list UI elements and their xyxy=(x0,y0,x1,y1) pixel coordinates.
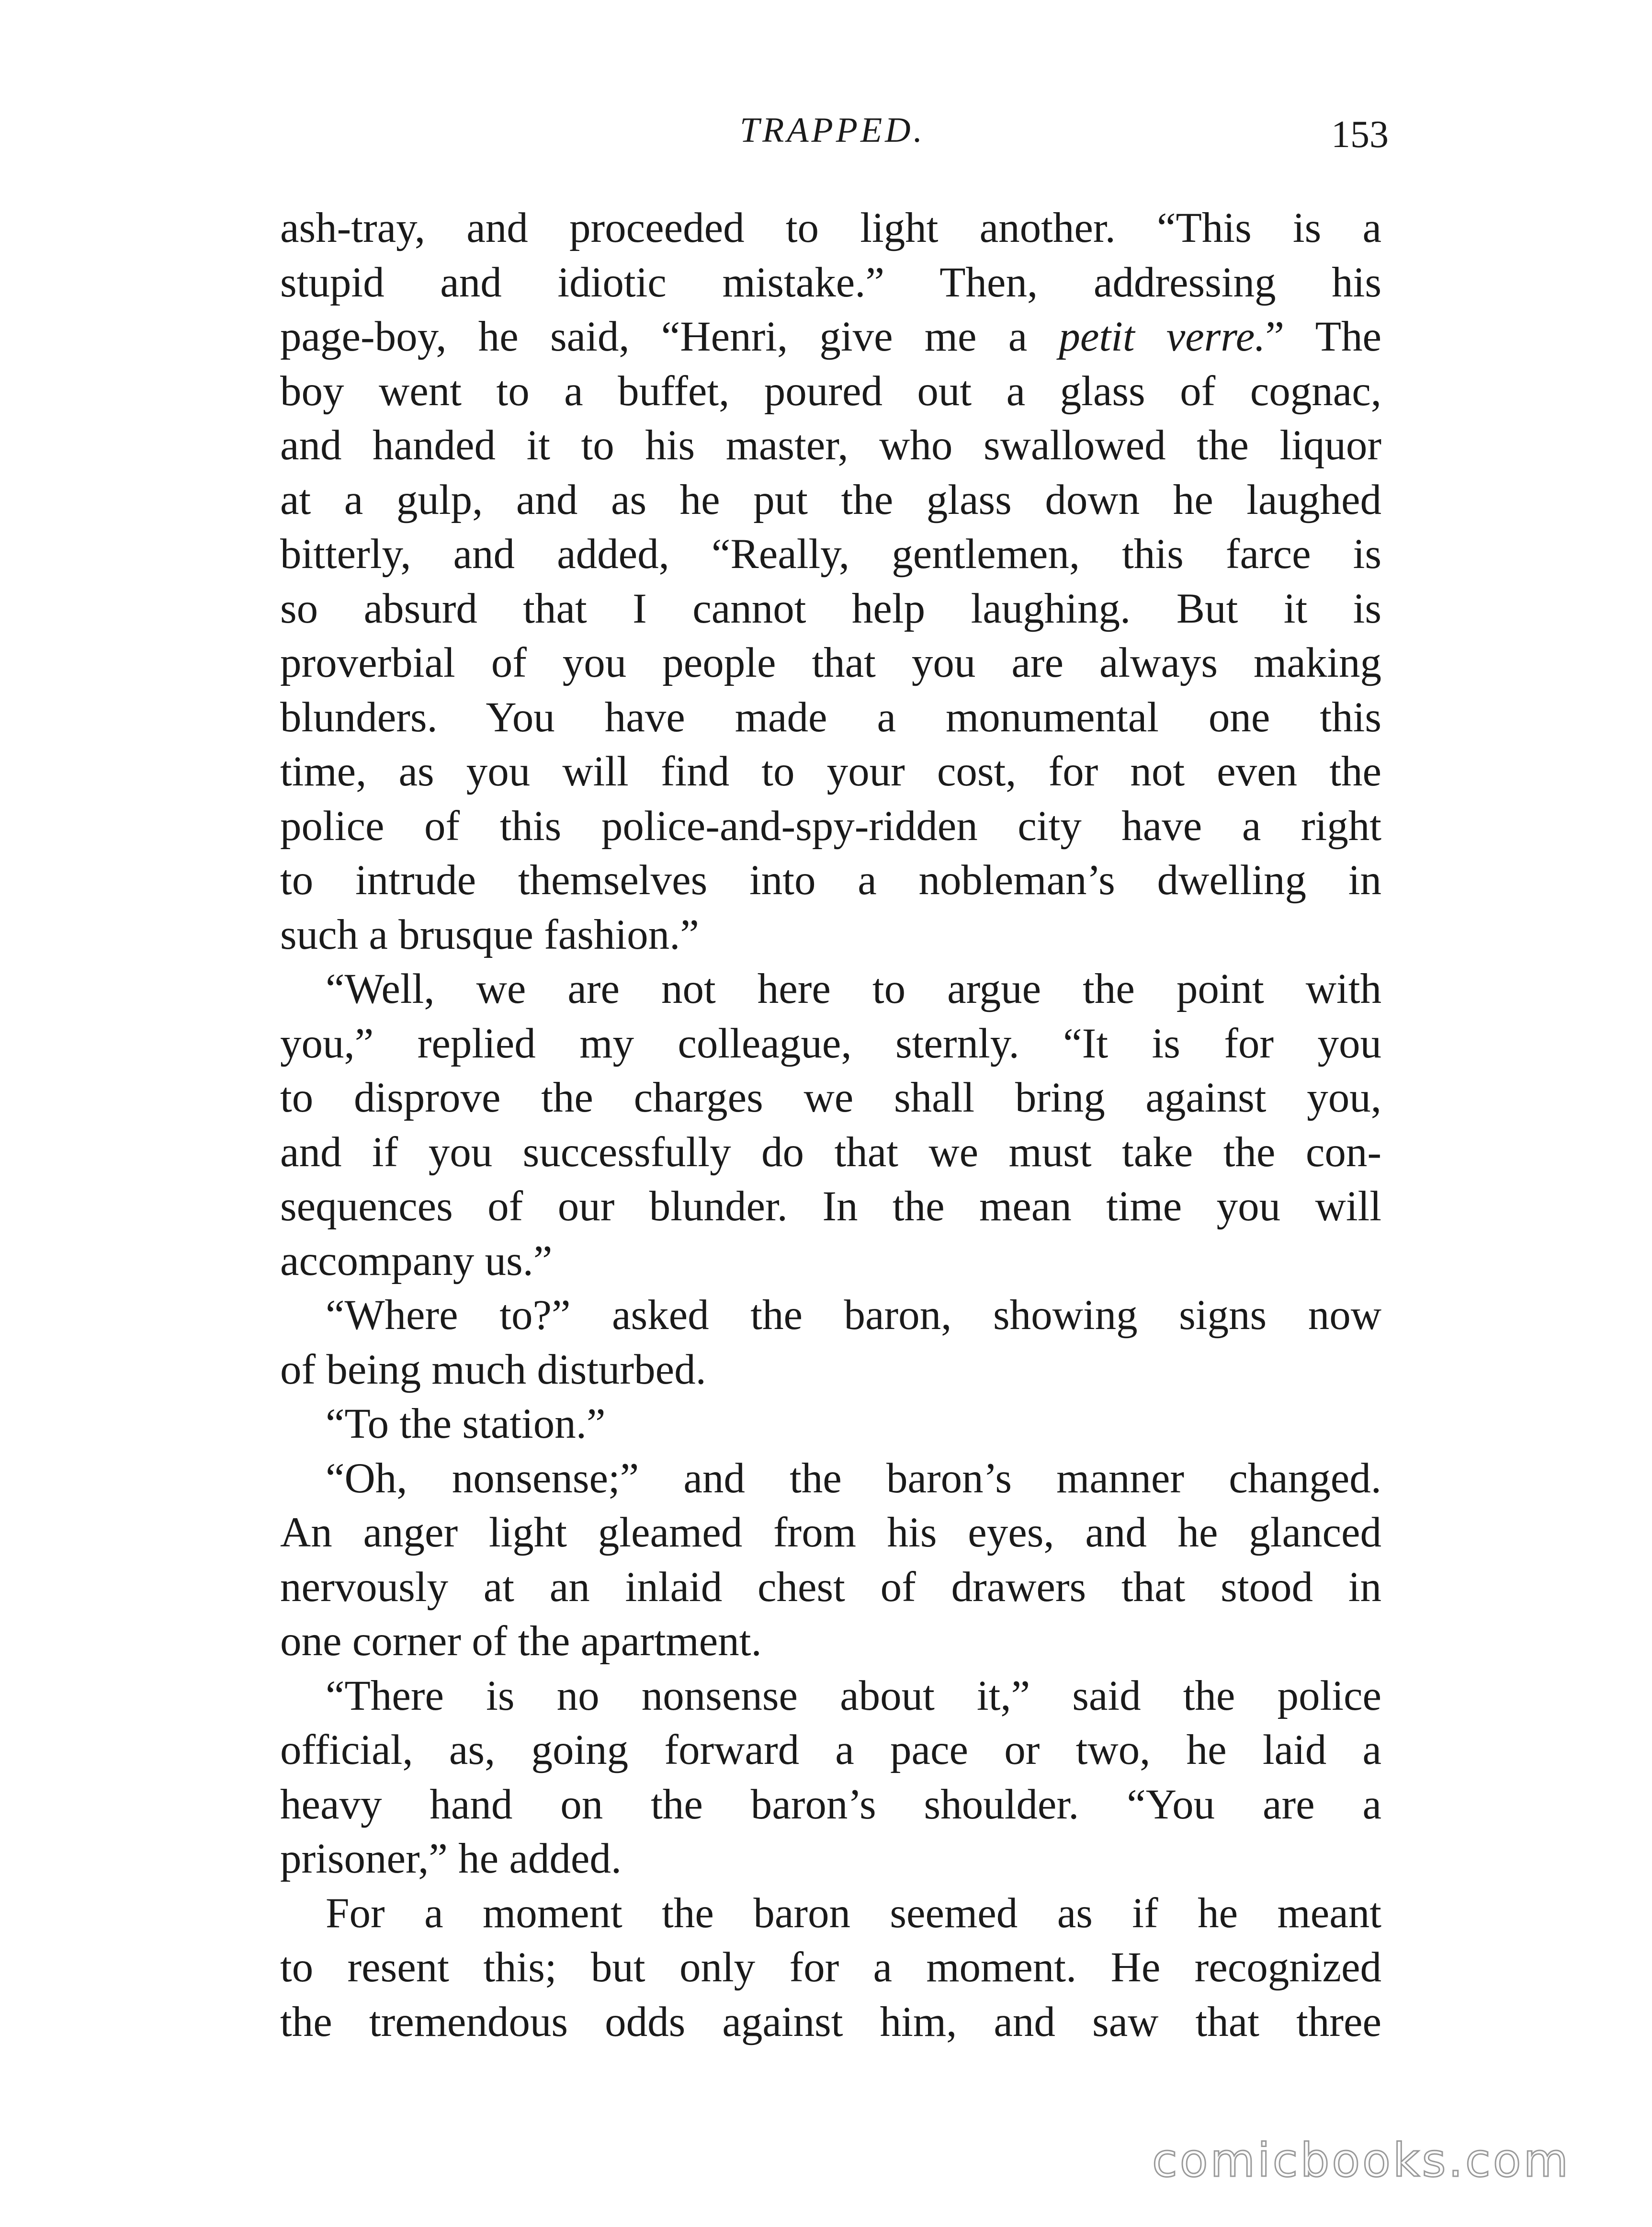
text-line: to disprove the charges we shall bring against you, xyxy=(280,1074,1381,1121)
text-line: time, as you will find to your cost, for not even the xyxy=(280,748,1381,795)
text-line: one corner of the apartment. xyxy=(280,1618,762,1665)
text-line: blunders. You have made a monumental one this xyxy=(280,693,1381,741)
text-line: proverbial of you people that you are always making xyxy=(280,639,1381,686)
watermark: comicbooks.com xyxy=(1152,2134,1571,2187)
text-line: to intrude themselves into a nobleman’s dwelling in xyxy=(280,857,1381,904)
text-line: at a gulp, and as he put the glass down he laughed xyxy=(280,476,1381,523)
running-head xyxy=(0,110,1652,163)
text-line: police of this police-and-spy-ridden city have a right xyxy=(280,802,1381,850)
text-line: ash-tray, and proceeded to light another. “This is a xyxy=(280,205,1381,251)
italic-phrase: petit verre. xyxy=(1059,313,1266,360)
text-line: An anger light gleamed from his eyes, and he glanced xyxy=(280,1509,1381,1556)
text-line: heavy hand on the baron’s shoulder. “You are a xyxy=(280,1781,1381,1828)
text-line: accompany us.” xyxy=(280,1237,553,1284)
text-line: nervously at an inlaid chest of drawers that stood in xyxy=(280,1563,1381,1611)
text-line: sequences of our blunder. In the mean time you will xyxy=(280,1183,1381,1230)
text-line: such a brusque fashion.” xyxy=(280,911,699,958)
body-text xyxy=(280,201,1381,2049)
text-line: of being much disturbed. xyxy=(280,1346,706,1393)
text-line: “There is no nonsense about it,” said the police xyxy=(326,1672,1381,1719)
text-line: prisoner,” he added. xyxy=(280,1835,622,1882)
text-line: so absurd that I cannot help laughing. But it is xyxy=(280,585,1381,632)
text-line: and if you successfully do that we must take the con- xyxy=(280,1128,1381,1176)
text-line: “Where to?” asked the baron, showing signs now xyxy=(326,1292,1381,1339)
page-number: 153 xyxy=(1331,114,1389,156)
text-line: and handed it to his master, who swallowed the liquor xyxy=(280,422,1381,469)
running-title: TRAPPED. xyxy=(740,111,926,150)
text-line: official, as, going forward a pace or two, he laid a xyxy=(280,1727,1381,1773)
text-line: to resent this; but only for a moment. He recognized xyxy=(280,1944,1381,1991)
text-line: stupid and idiotic mistake.” Then, addressing his xyxy=(280,259,1381,306)
text-line: bitterly, and added, “Really, gentlemen, this farce is xyxy=(280,531,1381,578)
text-line: “Well, we are not here to argue the point with xyxy=(326,966,1381,1012)
text-line: boy went to a buffet, poured out a glass of cognac, xyxy=(280,367,1381,415)
text-line: the tremendous odds against him, and saw that three xyxy=(280,1998,1381,2045)
text-line: page-boy, he said, “Henri, give me a petit verre.” The xyxy=(280,313,1381,360)
text-line: “To the station.” xyxy=(326,1400,606,1447)
text-line: “Oh, nonsense;” and the baron’s manner changed. xyxy=(326,1454,1381,1502)
text-line: you,” replied my colleague, sternly. “It is for you xyxy=(280,1020,1381,1067)
text-line: For a moment the baron seemed as if he meant xyxy=(326,1889,1381,1937)
